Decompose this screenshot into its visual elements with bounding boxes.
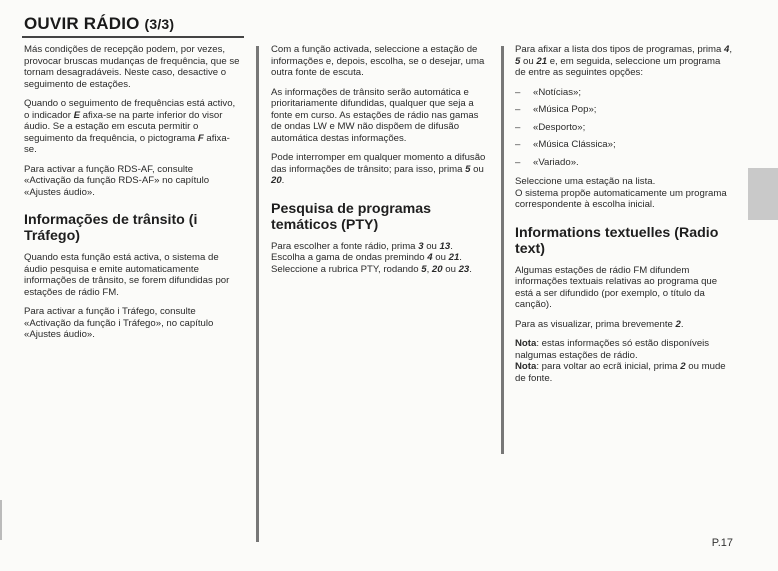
paragraph: Para afixar a lista dos tipos de programas, prima 4, 5 ou 21 e, em seguida, seleccione um programa de entre as seguintes opções:: [515, 44, 733, 78]
paragraph: Más condições de recepção podem, por vezes, provocar bruscas mudanças de frequência, que se tornam desagradáveis. Neste caso, desactive o seguimento de estações.: [24, 44, 240, 90]
section-heading: Informations textuelles (Radio text): [515, 224, 719, 257]
chapter-tab-marker: [748, 168, 778, 220]
paragraph: Quando esta função está activa, o sistema de áudio pesquisa e emite automaticamente informações de trânsito, se forem difundidas por estações de rádio FM.: [24, 252, 230, 298]
page-title: OUVIR RÁDIO (3/3): [24, 14, 175, 33]
note: Nota: para voltar ao ecrã inicial, prima 2 ou mude de fonte.: [515, 361, 726, 384]
paragraph: Quando o seguimento de frequências está activo, o indicador E afixa-se na parte inferior do visor áudio. Se a estação em escuta permitir o seguimento da frequência, o pictograma F afixa-se.: [24, 98, 236, 155]
section-heading: Pesquisa de programas temáticos (PTY): [271, 200, 432, 233]
pty-options-list: [515, 87, 733, 169]
page-title-part: (3/3): [144, 16, 175, 32]
list-item: – «Variado».: [515, 157, 733, 169]
list-item: – «Música Pop»;: [515, 104, 733, 116]
page-number: P.17: [711, 537, 733, 549]
column-2: [271, 44, 487, 283]
paragraph: Para activar a função RDS-AF, consulte «Activação da função RDS-AF» no capítulo «Ajustes áudio».: [24, 163, 210, 198]
paragraph: Para as visualizar, prima brevemente 2.: [515, 318, 684, 330]
paragraph: Para activar a função i Tráfego, consulte «Activação da função i Tráfego», no capítulo «Ajustes áudio».: [24, 306, 214, 340]
paragraph: Para escolher a fonte rádio, prima 3 ou 13. Escolha a gama de ondas premindo 4 ou 21. Seleccione a rubrica PTY, rodando 5, 20 ou 23.: [271, 240, 472, 275]
title-underline: [22, 36, 244, 38]
paragraph: As informações de trânsito serão automática e prioritariamente difundidas, qualquer que seja a fonte em curso. As estações de rádio nas gamas de ondas LW e MW não dispõem de difusão automática destas informações.: [271, 86, 479, 144]
paragraph: Com a função activada, seleccione a estação de informações e, depois, escolha, se o desejar, uma outra fonte de escuta.: [271, 44, 485, 78]
list-item: – «Desporto»;: [515, 122, 733, 134]
column-1: [24, 44, 240, 349]
column-3: [515, 44, 733, 392]
page-edge-mark: [0, 500, 2, 540]
paragraph: Pode interromper em qualquer momento a difusão das informações de trânsito; para isso, prima 5 ou 20.: [271, 152, 486, 186]
column-divider-2: [501, 46, 504, 454]
paragraph: Algumas estações de rádio FM difundem informações textuais relativas ao programa que está a ser difundido (por exemplo, o título da canção).: [515, 264, 718, 310]
section-heading: Informações de trânsito (i Tráfego): [24, 212, 198, 244]
paragraph: O sistema propõe automaticamente um programa correspondente à escolha inicial.: [515, 187, 727, 210]
note: Nota: estas informações só estão disponíveis nalgumas estações de rádio.: [515, 338, 710, 361]
list-item: – «Música Clássica»;: [515, 139, 733, 151]
column-divider-1: [256, 46, 259, 542]
list-item: – «Notícias»;: [515, 87, 733, 99]
paragraph: Seleccione uma estação na lista.: [515, 176, 656, 187]
